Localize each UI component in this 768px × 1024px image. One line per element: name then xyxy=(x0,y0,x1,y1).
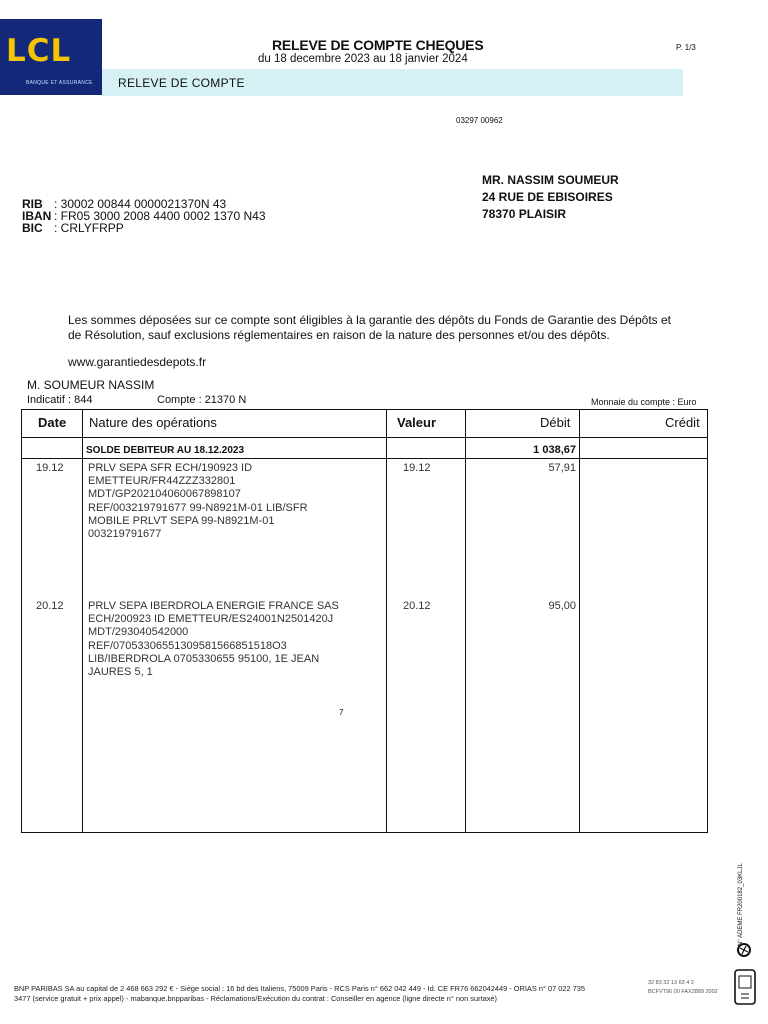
header-credit: Crédit xyxy=(665,415,700,430)
header-date: Date xyxy=(38,415,67,430)
header-nature: Nature des opérations xyxy=(89,415,217,430)
statement-period: du 18 decembre 2023 au 18 janvier 2024 xyxy=(258,53,468,65)
row-nature: PRLV SEPA IBERDROLA ENERGIE FRANCE SAS ECH/200923 ID EMETTEUR/ES24001N2501420J MDT/293040542000 REF/07053306551309581566851518O3 LIB/IBERDROLA 0705330655 95100, 1E JEAN JAURES 5, 1 xyxy=(88,600,339,679)
agency-code: 03297 00962 xyxy=(456,116,503,125)
row-valeur: 19.12 xyxy=(403,462,431,474)
document-title: RELEVE DE COMPTE CHEQUES xyxy=(272,37,484,53)
row-valeur: 20.12 xyxy=(403,600,431,612)
footer-line-2: 3477 (service gratuit + prix appel) - mabanque.bnpparibas - Réclamations/Exécution du contrat : Conseiller en agence (ligne directe n° non surtaxé) xyxy=(14,994,497,1003)
rib-value: : 30002 00844 0000021370N 43 xyxy=(54,197,227,211)
bic-label: BIC xyxy=(22,221,43,235)
column-divider xyxy=(82,410,83,832)
bic-value: : CRLYFRPP xyxy=(54,221,124,235)
row-debit: 57,91 xyxy=(548,462,576,474)
operations-table xyxy=(21,409,708,833)
recipient-name: MR. NASSIM SOUMEUR xyxy=(482,173,619,187)
rib-label: RIB xyxy=(22,197,43,211)
column-divider xyxy=(465,410,466,832)
row-nature: PRLV SEPA SFR ECH/190923 ID EMETTEUR/FR44ZZZ332801 MDT/GP202104060067898107 REF/003219791677 99-N8921M-01 LIB/SFR MOBILE PRLVT SEPA 99-N8921M-01 003219791677 xyxy=(88,462,308,541)
footer-ref-2: BCFVT96 00 FAX2889 2002 xyxy=(648,989,718,995)
logo-text: LCL xyxy=(6,33,72,69)
iban-value: : FR05 3000 2008 4400 0002 1370 N43 xyxy=(54,209,266,223)
opening-balance-value: 1 038,67 xyxy=(533,444,576,456)
header-divider xyxy=(22,437,707,438)
account-number: Compte : 21370 N xyxy=(157,394,247,406)
account-holder: M. SOUMEUR NASSIM xyxy=(27,378,155,392)
header-valeur: Valeur xyxy=(397,415,437,430)
section-banner xyxy=(102,69,683,96)
footer-reference xyxy=(648,979,728,997)
solde-divider xyxy=(22,458,707,459)
indicatif: Indicatif : 844 xyxy=(27,394,93,406)
header-debit: Débit xyxy=(540,415,571,430)
bank-logo xyxy=(0,19,102,95)
deposit-guarantee-notice: Les sommes déposées sur ce compte sont éligibles à la garantie des dépôts du Fonds de Garantie des Dépôts et de Résolution, sauf exclusions réglementaires en raison de la nature des personnes et/ou des dépôts. xyxy=(68,313,672,342)
ademe-label: N° ADEME FR200182_03KLJL xyxy=(738,863,744,946)
footer-line-1: BNP PARIBAS SA au capital de 2 468 663 292 € - Siège social : 16 bd des Italiens, 75009 Paris - RCS Paris n° 662 042 449 - Id. CE FR76 662042449 - ORIAS n° 07 022 735 xyxy=(14,984,585,993)
iban-label: IBAN xyxy=(22,209,52,223)
column-divider xyxy=(386,410,387,832)
logo-tagline: BANQUE ET ASSURANCE xyxy=(26,80,93,86)
recipient-city: 78370 PLAISIR xyxy=(482,207,567,221)
page-number: P. 1/3 xyxy=(676,43,696,52)
opening-balance-label: SOLDE DEBITEUR AU 18.12.2023 xyxy=(86,445,245,456)
footer-ref-1: 32 83 32 13 63 4 2 xyxy=(648,980,694,986)
ademe-recycling-icon xyxy=(732,888,762,1016)
account-currency: Monnaie du compte : Euro xyxy=(591,397,697,407)
banner-label: RELEVE DE COMPTE xyxy=(118,76,245,90)
row-date: 20.12 xyxy=(36,600,64,612)
row-debit: 95,00 xyxy=(548,600,576,612)
column-divider xyxy=(579,410,580,832)
legal-footer xyxy=(14,984,634,1004)
recipient-street: 24 RUE DE EBISOIRES xyxy=(482,190,613,204)
stray-mark: 7 xyxy=(339,708,344,717)
bic-row xyxy=(22,221,124,235)
row-date: 19.12 xyxy=(36,462,64,474)
guarantee-link[interactable]: www.garantiedesdepots.fr xyxy=(68,355,207,369)
